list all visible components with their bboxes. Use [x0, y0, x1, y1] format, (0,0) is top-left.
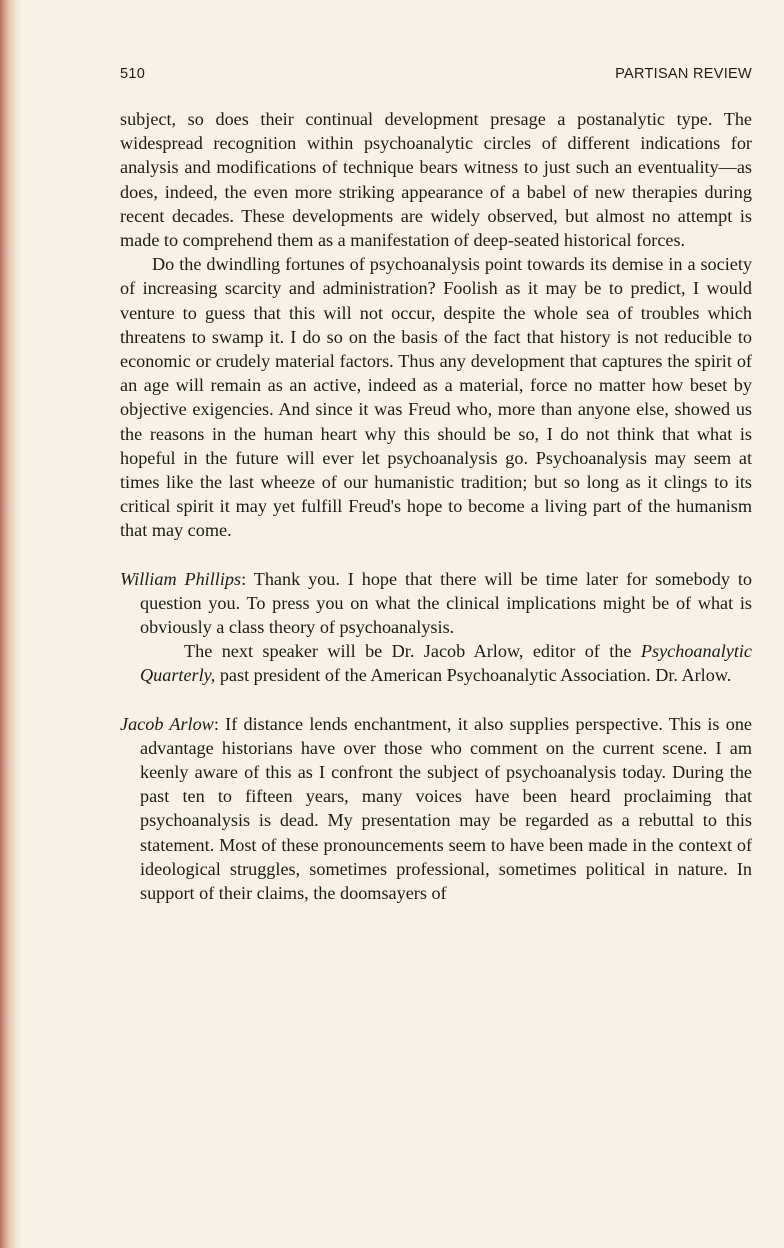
page-header	[120, 66, 752, 84]
arlow-remarks	[120, 712, 752, 906]
speaker-colon: :	[213, 713, 219, 734]
phillips-remarks-text: Thank you. I hope that there will be time later for somebody to question you. To press you on what the clinical implications might be of what is obviously a class theory of psychoanalysis.	[140, 568, 752, 638]
phillips-introduction	[120, 639, 752, 687]
arlow-remarks-text: If distance lends enchantment, it also supplies perspective. This is one advantage historians have over those who comment on the current scene. I am keenly aware of this as I confront the subject of psychoanalysis today. During the past ten to fifteen years, many voices have been heard proclaiming that psychoanalysis is dead. My presentation may be regarded as a rebuttal to this statement. Most of these pronouncements seem to have been made in the context of ideological struggles, sometimes professional, sometimes political in nature. In support of their claims, the doomsayers of	[140, 713, 752, 904]
page-number: 510	[120, 66, 146, 82]
speaker-name-phillips: William Phillips	[120, 568, 242, 589]
speaker-colon: :	[241, 568, 247, 589]
introduction-text-end: past president of the American Psychoanalytic Association. Dr. Arlow.	[215, 665, 732, 686]
introduction-text-start: The next speaker will be Dr. Jacob Arlow, editor of the	[184, 641, 641, 662]
book-spine-edge	[0, 0, 22, 1248]
running-head: PARTISAN REVIEW	[615, 66, 752, 82]
phillips-remarks	[120, 567, 752, 640]
paragraph-psychoanalysis-fortunes: Do the dwindling fortunes of psychoanalysis point towards its demise in a society of increasing scarcity and administration? Foolish as it may be to predict, I would venture to guess that this will not occur, despite the whole sea of troubles which threatens to swamp it. I do so on the basis of the fact that history is not reducible to economic or crudely material factors. Thus any development that captures the spirit of an age will remain as an active, indeed as a material, force no matter how beset by objective exigencies. And since it was Freud who, more than anyone else, showed us the reasons in the human heart why this should be so, I do not think that what is hopeful in the future will ever let psychoanalysis go. Psychoanalysis may seem at times like the last wheeze of our humanistic tradition; but so long as it clings to its critical spirit it may yet fulfill Freud's hope to become a living part of the humanism that may come.	[120, 254, 752, 541]
page-body	[120, 107, 752, 905]
paragraph-continuation: subject, so does their continual development presage a postanalytic type. The widespread recognition within psychoanalytic circles of different indications for analysis and modifications of technique bears witness to just such an eventuality—as does, indeed, the even more striking appearance of a babel of new therapies during recent decades. These developments are widely observed, but almost no attempt is made to comprehend them as a manifestation of deep-seated historical forces.	[120, 109, 752, 251]
speaker-name-arlow: Jacob Arlow	[120, 713, 214, 734]
journal-title: Psychoanalytic Quarterly,	[140, 641, 752, 686]
